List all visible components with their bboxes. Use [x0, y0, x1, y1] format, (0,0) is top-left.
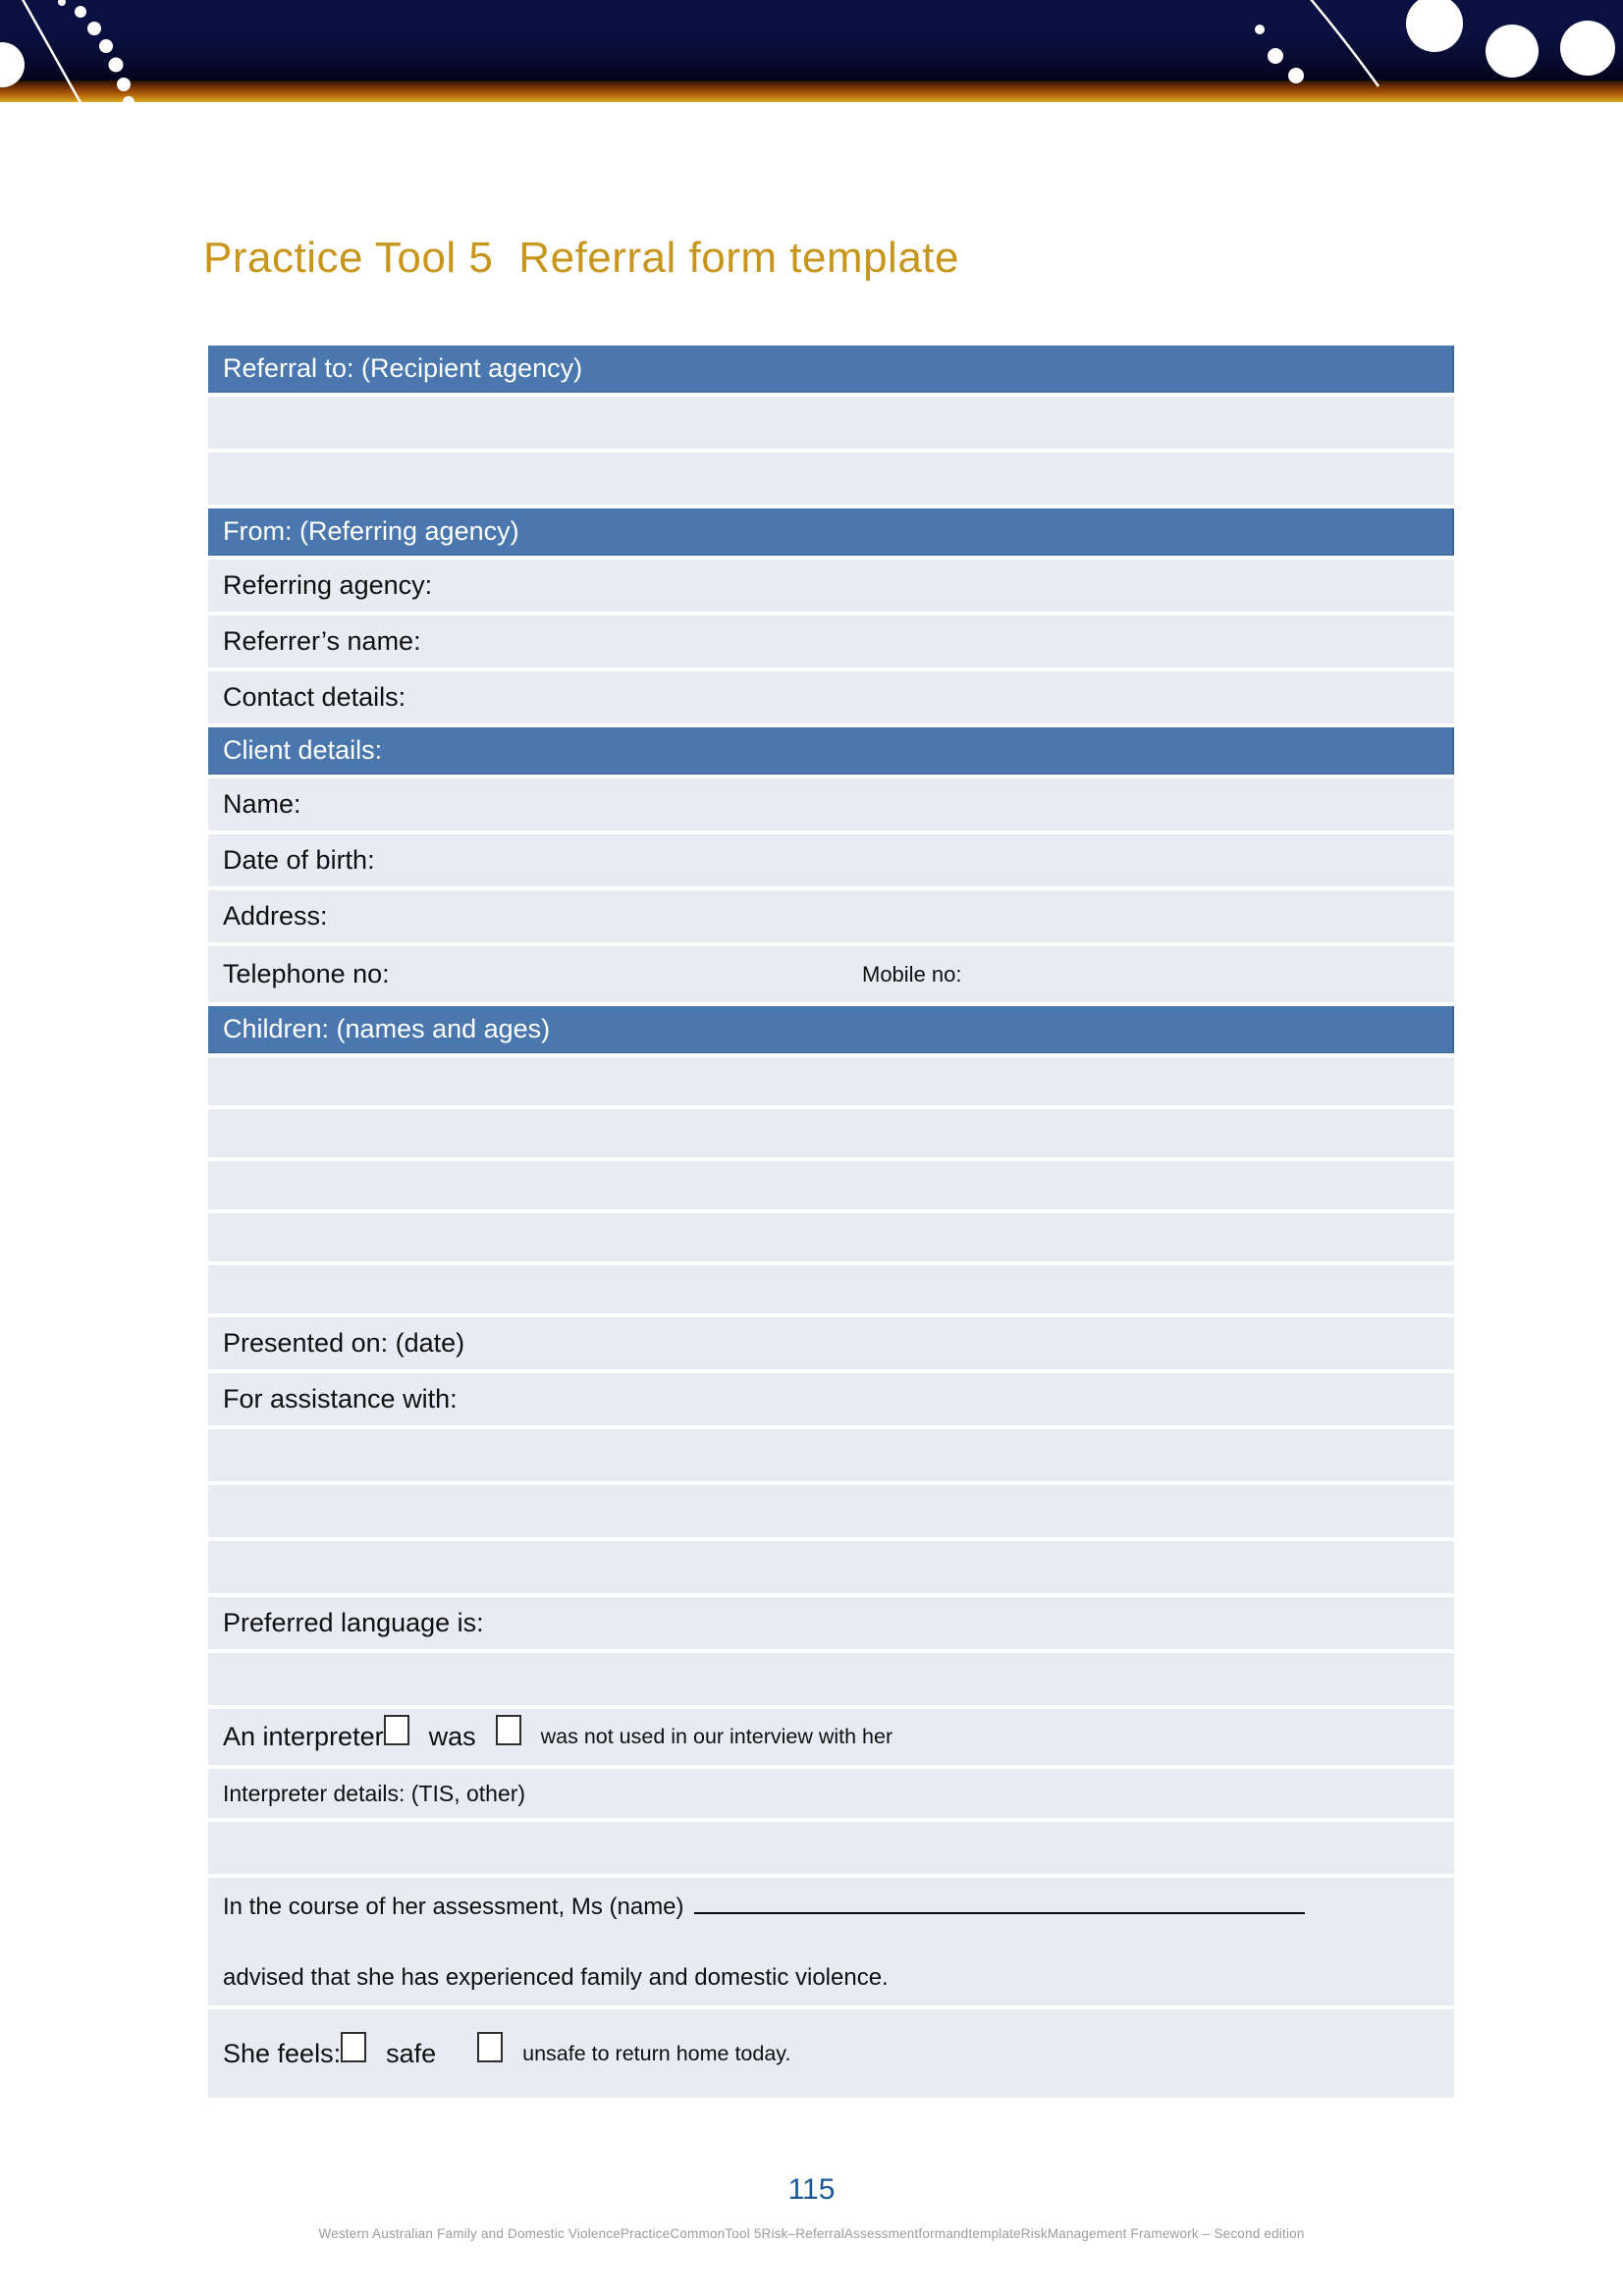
section-header-row [208, 346, 1454, 393]
section-header-label: From: (Referring agency) [223, 516, 519, 546]
field-row [208, 1597, 1454, 1649]
page-banner [0, 0, 1623, 102]
field-label: Mobile no: [862, 961, 962, 987]
field-label: Referrer’s name: [223, 626, 421, 656]
blank-fill-row [208, 1485, 1454, 1537]
field-label: Referring agency: [223, 570, 433, 600]
inline-label: She feels: [223, 2038, 342, 2068]
she-feels-row [208, 2009, 1454, 2098]
field-label: Preferred language is: [223, 1608, 484, 1637]
blank-fill-row [208, 1109, 1454, 1157]
interpreter-not-used-checkbox[interactable] [496, 1715, 521, 1745]
inline-label: unsafe to return home today. [522, 2041, 791, 2065]
referral-form-table [208, 346, 1454, 2098]
section-header-row [208, 1006, 1454, 1053]
section-header-row [208, 727, 1454, 774]
page-title [203, 234, 959, 283]
inline-label: was not used in our interview with her [540, 1725, 893, 1748]
blank-fill-row [208, 1429, 1454, 1481]
blank-fill-row [208, 1057, 1454, 1105]
section-header-row [208, 508, 1454, 556]
field-label: Interpreter details: (TIS, other) [223, 1780, 526, 1806]
assessment-line-1 [223, 1894, 1454, 1921]
blank-fill-row [208, 1541, 1454, 1593]
assessment-text-1: In the course of her assessment, Ms (name) [223, 1894, 684, 1920]
field-label: Address: [223, 901, 328, 931]
feels-safe-checkbox[interactable] [341, 2032, 366, 2062]
page-number: 115 [787, 2173, 836, 2206]
title-form-name: Referral form template [518, 234, 959, 282]
blank-fill-row [208, 1822, 1454, 1874]
inline-label: safe [386, 2038, 437, 2068]
field-label: For assistance with: [223, 1384, 458, 1414]
field-label: Name: [223, 789, 301, 819]
field-row [208, 560, 1454, 612]
blank-fill-row [208, 1161, 1454, 1209]
blank-fill-row [208, 453, 1454, 505]
banner-decoration-dots [0, 0, 1623, 102]
blank-fill-row [208, 1653, 1454, 1705]
name-underline [694, 1895, 1305, 1914]
footer-text: Western Australian Family and Domestic ViolencePracticeCommonTool 5Risk–ReferralAssessmentformandtemplateRiskManagement Framework – Second edition [318, 2226, 1305, 2241]
field-label: Presented on: (date) [223, 1328, 465, 1358]
field-row [208, 946, 1454, 1002]
field-row [208, 890, 1454, 942]
assessment-line-2: advised that she has experienced family and domestic violence. [223, 1964, 889, 1991]
inline-label: An interpreter [223, 1722, 384, 1751]
blank-fill-row [208, 1265, 1454, 1313]
field-label: Date of birth: [223, 845, 375, 875]
blank-fill-row [208, 1213, 1454, 1261]
field-label: Telephone no: [223, 959, 390, 988]
inline-label: was [428, 1722, 476, 1751]
field-row [208, 778, 1454, 830]
blank-fill-row [208, 397, 1454, 449]
field-row [208, 671, 1454, 723]
field-label: Contact details: [223, 682, 406, 712]
interpreter-used-checkbox[interactable] [384, 1715, 409, 1745]
section-header-label: Children: (names and ages) [223, 1014, 551, 1043]
field-row [208, 834, 1454, 886]
field-row [208, 615, 1454, 667]
interpreter-row [208, 1709, 1454, 1765]
section-header-label: Client details: [223, 735, 383, 765]
title-tool-number: Practice Tool 5 [203, 234, 494, 282]
field-row [208, 1769, 1454, 1818]
field-row [208, 1317, 1454, 1369]
section-header-label: Referral to: (Recipient agency) [223, 353, 583, 383]
feels-unsafe-checkbox[interactable] [477, 2032, 503, 2062]
field-row [208, 1373, 1454, 1425]
assessment-statement-row [208, 1878, 1454, 2005]
